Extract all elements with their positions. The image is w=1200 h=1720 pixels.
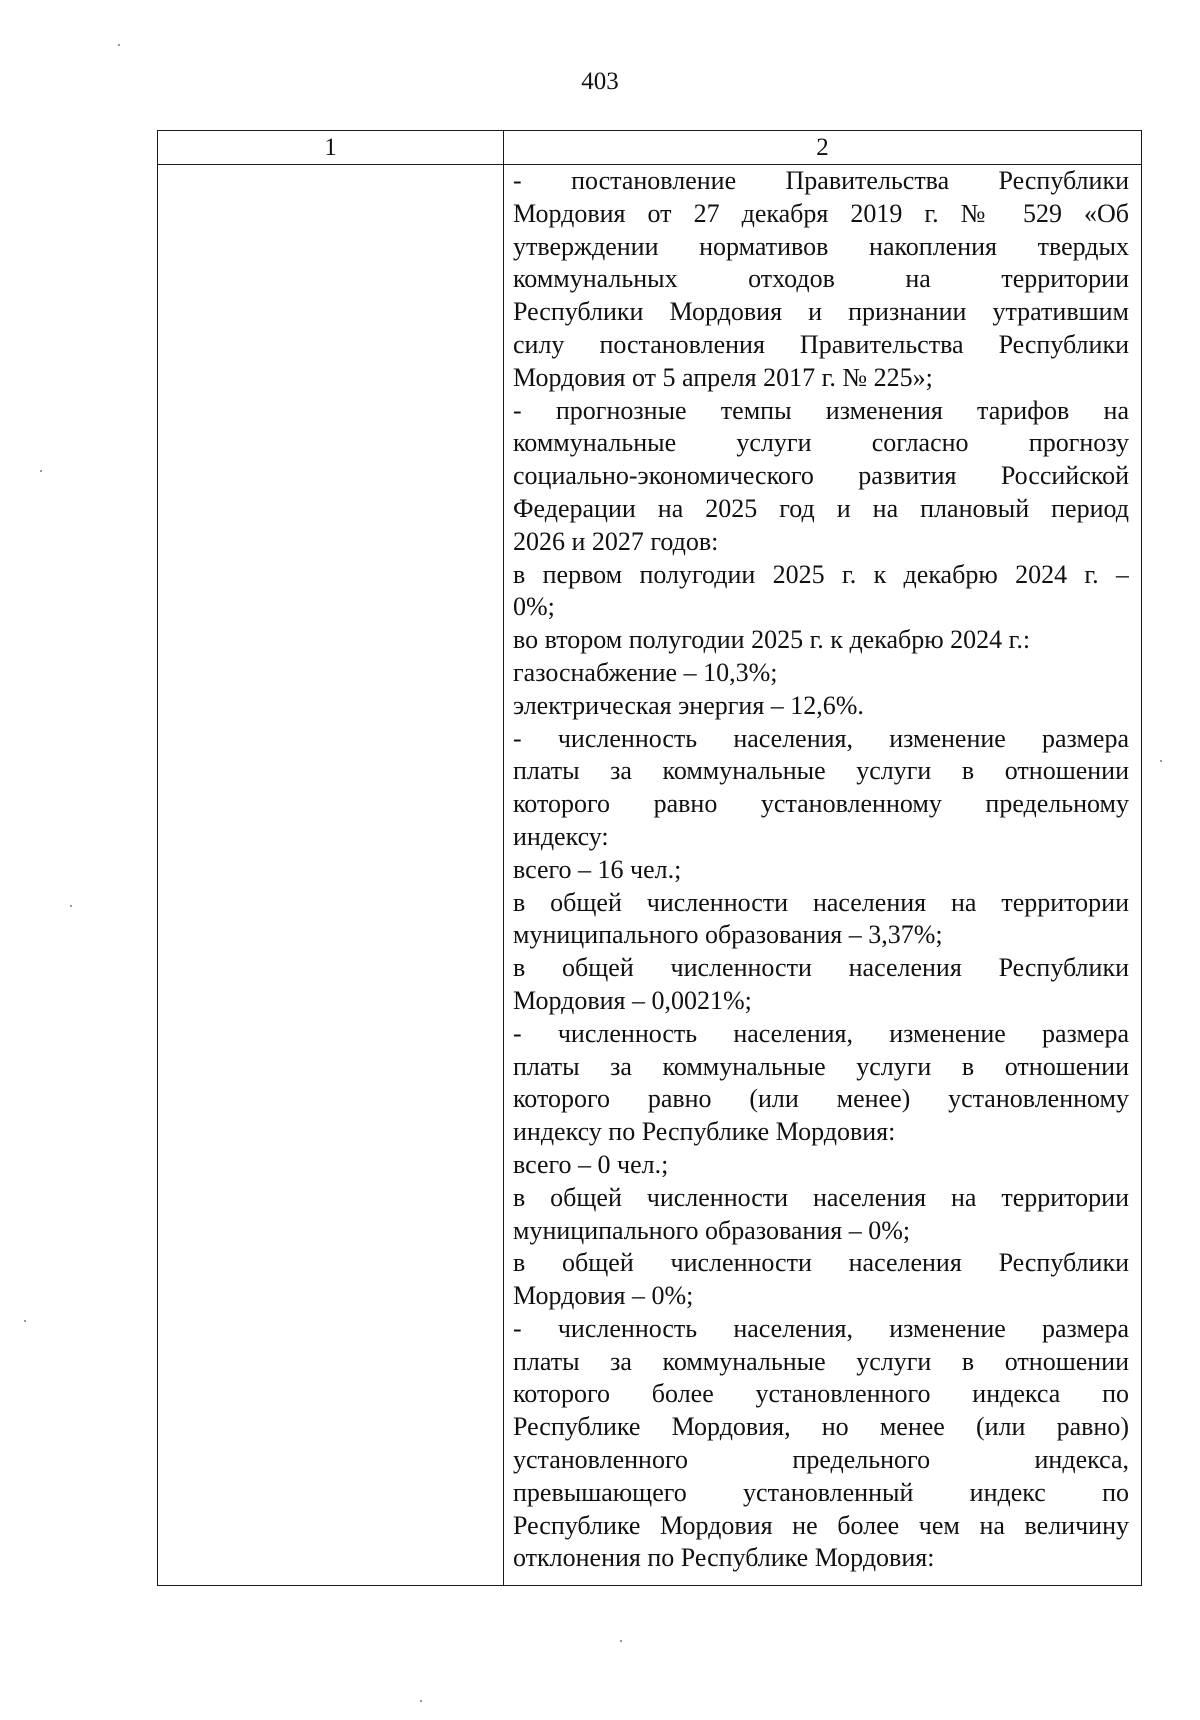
- text-line: Мордовия от 5 апреля 2017 г. № 225»;: [513, 362, 933, 392]
- text-line: Федерации на 2025 год и на плановый период: [513, 493, 1129, 523]
- column-1-cell: [158, 165, 504, 1586]
- text-line: Республики Мордовия и признании утратившим: [513, 297, 1129, 327]
- text-line: в общей численности населения на территории: [513, 887, 1129, 917]
- scan-speck: [620, 1640, 622, 1642]
- text-line: 0%;: [513, 592, 555, 622]
- text-line: установленного предельного индекса,: [513, 1445, 1129, 1475]
- scan-speck: [24, 1320, 26, 1322]
- text-line: платы за коммунальные услуги в отношении: [513, 1051, 1129, 1081]
- text-line: в общей численности населения Республики: [513, 1248, 1129, 1278]
- text-line: в общей численности населения на территории: [513, 1182, 1129, 1212]
- text-line: которого равно (или менее) установленному: [513, 1084, 1129, 1114]
- text-line: отклонения по Республике Мордовия:: [513, 1543, 935, 1573]
- scan-speck: [118, 44, 120, 46]
- text-line: - постановление Правительства Республики: [513, 166, 1129, 195]
- scan-speck: [1160, 760, 1162, 762]
- text-line: муниципального образования – 0%;: [513, 1215, 911, 1245]
- text-line: всего – 0 чел.;: [513, 1149, 669, 1179]
- text-line: индексу по Республике Мордовия:: [513, 1117, 896, 1147]
- text-line: которого равно установленному предельному: [513, 789, 1129, 819]
- text-line: в первом полугодии 2025 г. к декабрю 2024 г. –: [513, 559, 1129, 589]
- page-number: 403: [581, 68, 619, 95]
- text-line: социально-экономического развития Российской: [513, 461, 1129, 491]
- text-line: Республике Мордовия не более чем на величину: [513, 1510, 1129, 1540]
- column-header-2: 2: [504, 131, 1142, 165]
- text-line: - численность населения, изменение размера: [513, 1018, 1129, 1048]
- text-line: силу постановления Правительства Республики: [513, 329, 1129, 359]
- table-body-row: [158, 165, 1142, 1586]
- text-line: - прогнозные темпы изменения тарифов на: [513, 395, 1129, 425]
- text-line: платы за коммунальные услуги в отношении: [513, 756, 1129, 786]
- scan-speck: [420, 1700, 422, 1702]
- text-line: коммунальные услуги согласно прогнозу: [513, 428, 1129, 458]
- text-line: коммунальных отходов на территории: [513, 264, 1129, 294]
- scan-speck: [40, 470, 42, 472]
- text-line: превышающего установленный индекс по: [513, 1477, 1129, 1507]
- text-line: Мордовия от 27 декабря 2019 г. № 529 «Об: [513, 198, 1129, 228]
- text-line: Мордовия – 0,0021%;: [513, 985, 752, 1015]
- text-line: индексу:: [513, 821, 609, 851]
- scan-speck: [70, 905, 72, 907]
- text-line: электрическая энергия – 12,6%.: [513, 690, 864, 720]
- text-line: в общей численности населения Республики: [513, 953, 1129, 983]
- text-line: - численность населения, изменение размера: [513, 1313, 1129, 1343]
- column-2-cell: [504, 165, 1142, 1586]
- text-line: платы за коммунальные услуги в отношении: [513, 1346, 1129, 1376]
- text-line: муниципального образования – 3,37%;: [513, 920, 943, 950]
- text-line: Мордовия – 0%;: [513, 1281, 694, 1311]
- text-line: - численность населения, изменение размера: [513, 723, 1129, 753]
- text-line: во втором полугодии 2025 г. к декабрю 2024 г.:: [513, 625, 1031, 655]
- text-line: которого более установленного индекса по: [513, 1379, 1129, 1409]
- text-line: 2026 и 2027 годов:: [513, 526, 719, 556]
- text-line: всего – 16 чел.;: [513, 854, 682, 884]
- text-line: газоснабжение – 10,3%;: [513, 657, 778, 687]
- text-line: утверждении нормативов накопления твердых: [513, 231, 1129, 261]
- column-header-1: 1: [158, 131, 504, 165]
- table-header-row: [158, 131, 1142, 165]
- text-line: Республике Мордовия, но менее (или равно): [513, 1412, 1129, 1442]
- document-table: [157, 130, 1142, 1586]
